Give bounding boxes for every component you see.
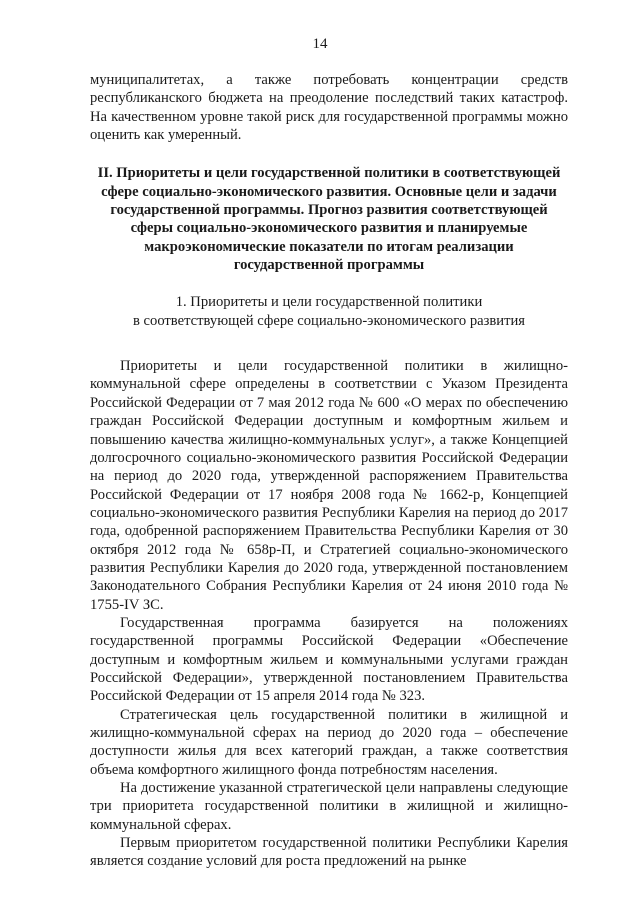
body-paragraph-program-basis: Государственная программа базируется на положениях государственной программы Российской Федерации «Обеспечение доступным и комфортным жильем и коммунальными услугами граждан Российской Федерации», утвержденной постановлением Правительства Российской Федерации от 15 апреля 2014 года № 323.	[90, 614, 568, 705]
page-number: 14	[312, 36, 328, 52]
body-paragraph-three-priorities: На достижение указанной стратегической цели направлены следующие три приоритета государственной политики в жилищной и жилищно-коммунальной сферах.	[90, 780, 568, 833]
subsection-heading-line-2: в соответствующей сфере социально-экономического развития	[133, 312, 525, 329]
subsection-heading	[90, 293, 568, 330]
continuation-paragraph: муниципалитетах, а также потребовать концентрации средств республиканского бюджета на преодоление последствий таких катастроф. На качественном уровне такой риск для государственной программы можно оценить как умеренный.	[90, 72, 568, 144]
body-paragraph-priorities: Приоритеты и цели государственной политики в жилищно-коммунальной сфере определены в соответствии с Указом Президента Российской Федерации от 7 мая 2012 года № 600 «О мерах по обеспечению граждан Российской Федерации доступным и комфортным жильем и повышению качества жилищно-коммунальных услуг», а также Концепцией долгосрочного социально-экономического развития Российской Федерации на период до 2020 года, утвержденной распоряжением Правительства Российской Федерации от 17 ноября 2008 года № 1662-р, Концепцией социально-экономического развития Республики Карелия на период до 2017 года, одобренной распоряжением Правительства Республики Карелия от 30 октября 2012 года № 658р-П, и Стратегией социально-экономического развития Республики Карелия до 2020 года, утвержденной постановлением Законодательного Собрания Республики Карелия от 24 июня 2010 года № 1755-IV ЗС.	[90, 358, 568, 613]
subsection-heading-line-1: 1. Приоритеты и цели государственной политики	[175, 294, 483, 311]
body-paragraph-strategic-goal: Стратегическая цель государственной политики в жилищной и жилищно-коммунальной сферах на период до 2020 года – обеспечение доступности жилья для всех категорий граждан, а также соответствия объема комфортного жилищного фонда потребностям населения.	[90, 706, 568, 778]
body-paragraph-first-priority: Первым приоритетом государственной политики Республики Карелия является создание условий для роста предложений на рынке	[90, 835, 568, 870]
page-content	[90, 71, 568, 871]
section-heading: II. Приоритеты и цели государственной политики в соответствующей сфере социально-экономического развития. Основные цели и задачи государственной программы. Прогноз развития соответствующей сферы социально-экономического развития и планируемые макроэкономические показатели по итогам реализации государственной программы	[97, 165, 561, 274]
